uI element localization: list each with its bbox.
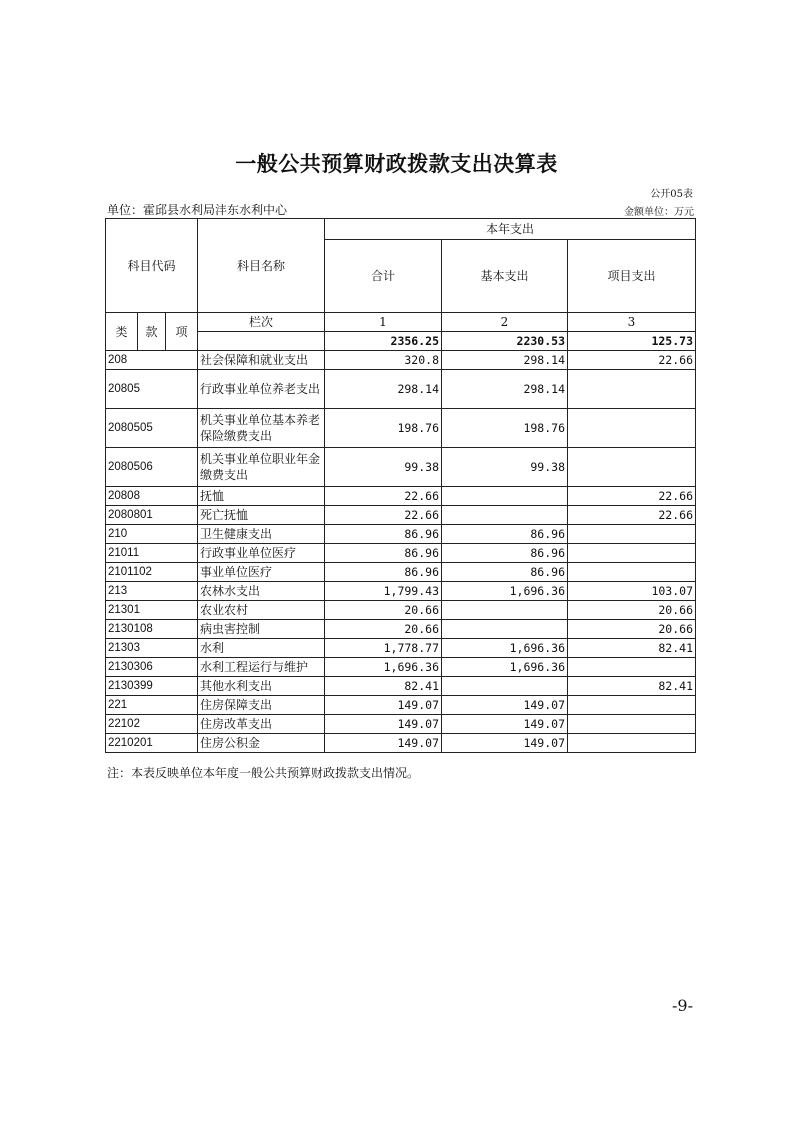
row-code: 22102 (106, 715, 198, 734)
table-row (106, 563, 696, 582)
row-basic (442, 487, 568, 506)
table-row (106, 582, 696, 601)
row-basic: 149.07 (442, 734, 568, 753)
row-code: 20805 (106, 370, 198, 409)
row-name: 社会保障和就业支出 (198, 351, 325, 370)
row-code: 21011 (106, 544, 198, 563)
row-basic (442, 620, 568, 639)
row-name: 病虫害控制 (198, 620, 325, 639)
row-name: 住房改革支出 (198, 715, 325, 734)
row-code: 21303 (106, 639, 198, 658)
header-basic: 基本支出 (442, 240, 568, 313)
table-row (106, 601, 696, 620)
row-code: 221 (106, 696, 198, 715)
row-basic: 298.14 (442, 370, 568, 409)
row-project: 82.41 (568, 677, 696, 696)
page-title: 一般公共预算财政拨款支出决算表 (235, 152, 558, 176)
row-project (568, 734, 696, 753)
table-row (106, 544, 696, 563)
row-total: 22.66 (325, 487, 442, 506)
row-project (568, 448, 696, 487)
table-row (106, 696, 696, 715)
table-row (106, 677, 696, 696)
row-name: 住房保障支出 (198, 696, 325, 715)
header-col1: 1 (325, 313, 442, 332)
row-basic: 149.07 (442, 715, 568, 734)
form-number: 公开05表 (650, 189, 693, 200)
row-basic: 198.76 (442, 409, 568, 448)
row-code: 208 (106, 351, 198, 370)
row-total: 86.96 (325, 563, 442, 582)
money-unit-label: 金额单位：万元 (624, 207, 694, 218)
table-row (106, 639, 696, 658)
header-col3: 3 (568, 313, 696, 332)
header-col2: 2 (442, 313, 568, 332)
row-code: 213 (106, 582, 198, 601)
totals-total: 2356.25 (325, 332, 442, 351)
table-row (106, 370, 696, 409)
header-kuan: 款 (138, 313, 166, 351)
row-basic: 86.96 (442, 544, 568, 563)
row-name: 行政事业单位养老支出 (198, 370, 325, 409)
row-total: 298.14 (325, 370, 442, 409)
header-lei: 类 (106, 313, 138, 351)
row-name: 其他水利支出 (198, 677, 325, 696)
header-project: 项目支出 (568, 240, 696, 313)
row-project: 103.07 (568, 582, 696, 601)
totals-basic: 2230.53 (442, 332, 568, 351)
row-basic: 1,696.36 (442, 582, 568, 601)
header-xiang: 项 (166, 313, 198, 351)
row-project (568, 525, 696, 544)
row-project: 22.66 (568, 487, 696, 506)
row-code: 210 (106, 525, 198, 544)
row-name: 死亡抚恤 (198, 506, 325, 525)
row-name: 抚恤 (198, 487, 325, 506)
row-name: 机关事业单位基本养老保险缴费支出 (198, 409, 325, 448)
row-project (568, 544, 696, 563)
table-row (106, 487, 696, 506)
row-basic: 86.96 (442, 525, 568, 544)
totals-project: 125.73 (568, 332, 696, 351)
row-project (568, 696, 696, 715)
table-row (106, 620, 696, 639)
table-body (106, 351, 696, 753)
header-current-year: 本年支出 (325, 219, 696, 240)
row-project (568, 658, 696, 677)
table-row (106, 448, 696, 487)
expenditure-table (105, 218, 696, 753)
row-project (568, 370, 696, 409)
row-code: 2080505 (106, 409, 198, 448)
header-total: 合计 (325, 240, 442, 313)
row-name: 行政事业单位医疗 (198, 544, 325, 563)
page-number: -9- (672, 996, 693, 1015)
row-project (568, 563, 696, 582)
row-code: 2080801 (106, 506, 198, 525)
row-basic (442, 677, 568, 696)
table-header (106, 219, 696, 351)
row-project: 22.66 (568, 506, 696, 525)
row-total: 149.07 (325, 715, 442, 734)
row-basic: 1,696.36 (442, 639, 568, 658)
row-code: 2130108 (106, 620, 198, 639)
row-code: 2080506 (106, 448, 198, 487)
footnote: 注：本表反映单位本年度一般公共预算财政拨款支出情况。 (107, 766, 420, 780)
row-total: 82.41 (325, 677, 442, 696)
row-code: 2210201 (106, 734, 198, 753)
row-project (568, 409, 696, 448)
table-row (106, 715, 696, 734)
row-code: 2130399 (106, 677, 198, 696)
table-row (106, 658, 696, 677)
row-total: 1,696.36 (325, 658, 442, 677)
header-subject-code: 科目代码 (106, 219, 198, 313)
row-name: 卫生健康支出 (198, 525, 325, 544)
row-basic: 149.07 (442, 696, 568, 715)
row-total: 86.96 (325, 544, 442, 563)
row-code: 2101102 (106, 563, 198, 582)
row-total: 86.96 (325, 525, 442, 544)
row-total: 149.07 (325, 696, 442, 715)
table-row (106, 734, 696, 753)
row-name: 事业单位医疗 (198, 563, 325, 582)
totals-label-cell (198, 332, 325, 351)
row-code: 20808 (106, 487, 198, 506)
row-project: 20.66 (568, 601, 696, 620)
row-total: 20.66 (325, 601, 442, 620)
row-basic (442, 601, 568, 620)
row-total: 1,799.43 (325, 582, 442, 601)
row-total: 1,778.77 (325, 639, 442, 658)
row-total: 149.07 (325, 734, 442, 753)
row-total: 198.76 (325, 409, 442, 448)
row-project: 20.66 (568, 620, 696, 639)
row-basic: 86.96 (442, 563, 568, 582)
row-basic (442, 506, 568, 525)
row-code: 21301 (106, 601, 198, 620)
header-column-no: 栏次 (198, 313, 325, 332)
table-row (106, 525, 696, 544)
row-name: 水利工程运行与维护 (198, 658, 325, 677)
row-code: 2130306 (106, 658, 198, 677)
row-name: 农林水支出 (198, 582, 325, 601)
row-total: 320.8 (325, 351, 442, 370)
row-basic: 1,696.36 (442, 658, 568, 677)
row-basic: 99.38 (442, 448, 568, 487)
row-basic: 298.14 (442, 351, 568, 370)
row-name: 住房公积金 (198, 734, 325, 753)
row-project: 22.66 (568, 351, 696, 370)
table-row (106, 351, 696, 370)
header-subject-name: 科目名称 (198, 219, 325, 313)
table-row (106, 409, 696, 448)
row-name: 农业农村 (198, 601, 325, 620)
row-total: 22.66 (325, 506, 442, 525)
row-project (568, 715, 696, 734)
row-project: 82.41 (568, 639, 696, 658)
row-name: 机关事业单位职业年金缴费支出 (198, 448, 325, 487)
row-total: 99.38 (325, 448, 442, 487)
table-row (106, 506, 696, 525)
row-name: 水利 (198, 639, 325, 658)
unit-label: 单位：霍邱县水利局沣东水利中心 (107, 203, 288, 217)
row-total: 20.66 (325, 620, 442, 639)
